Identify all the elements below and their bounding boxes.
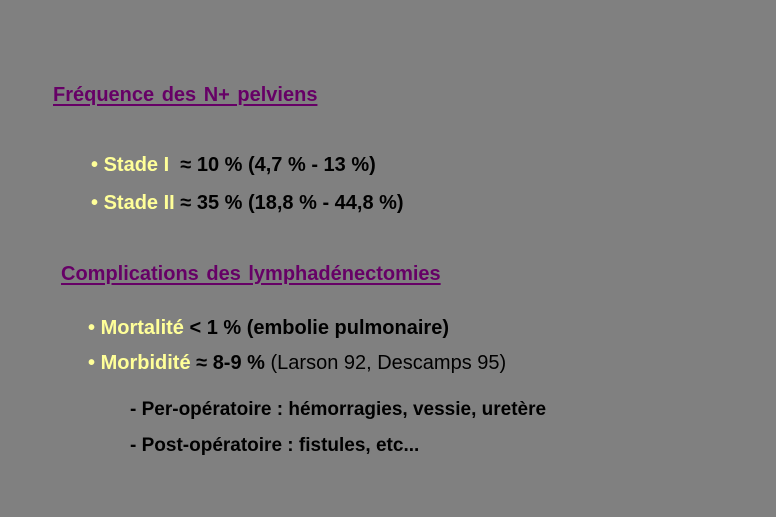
label-stade-1: Stade I [103, 154, 170, 176]
item-stade-1 [91, 154, 376, 177]
value-mortalite: < 1 % (embolie pulmonaire) [189, 317, 449, 339]
value-stade-2: 35 % (18,8 % - 44,8 %) [196, 192, 404, 214]
subitem-per-operatoire: - Per-opératoire : hémorragies, vessie, uretère [130, 399, 547, 420]
note-morbidite: (Larson 92, Descamps 95) [270, 352, 507, 374]
approx-symbol: ≈ [196, 352, 208, 374]
value-stade-1: 10 % (4,7 % - 13 %) [196, 154, 376, 176]
bullet: • [88, 317, 96, 339]
bullet: • [91, 192, 99, 214]
label-mortalite: Mortalité [100, 317, 184, 339]
heading-frequence: Fréquence des N+ pelviens [53, 84, 318, 106]
bullet: • [88, 352, 96, 374]
approx-symbol: ≈ [180, 192, 192, 214]
item-stade-2 [91, 192, 404, 215]
label-morbidite: Morbidité [100, 352, 191, 374]
item-mortalite [88, 317, 449, 340]
label-stade-2: Stade II [103, 192, 175, 214]
value-morbidite: 8-9 % [212, 352, 265, 374]
item-morbidite [88, 352, 506, 375]
subitem-post-operatoire: - Post-opératoire : fistules, etc... [130, 435, 420, 456]
heading-complications: Complications des lymphadénectomies [61, 263, 441, 285]
approx-symbol: ≈ [180, 154, 192, 176]
bullet: • [91, 154, 99, 176]
